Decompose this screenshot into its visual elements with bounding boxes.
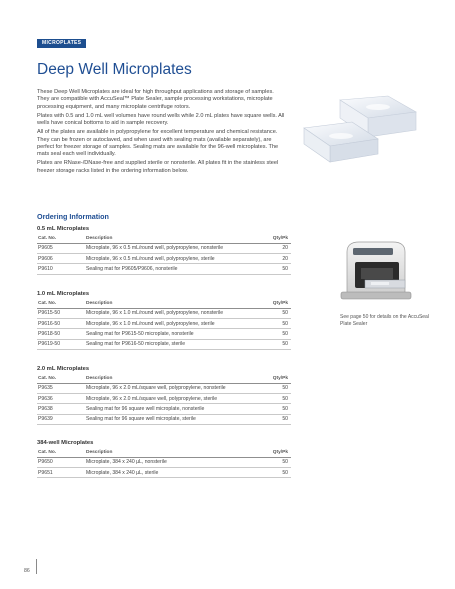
qty-cell: 20 [259, 253, 291, 263]
qty-cell: 50 [259, 383, 291, 393]
table-header-row [37, 236, 291, 243]
qty-cell: 20 [259, 243, 291, 253]
table-row [37, 383, 291, 393]
intro-paragraph: Plates with 0.5 and 1.0 mL well volumes have round wells while 2.0 mL plates have square wells. All wells have conical bottoms to aid in sample recovery. [37, 112, 285, 127]
description-cell: Sealing mat for P9616-50 microplate, sterile [85, 339, 259, 349]
cat-no-cell: P9615-50 [37, 308, 85, 318]
description-cell: Microplate, 96 x 1.0 mL/round well, polypropylene, sterile [85, 318, 259, 328]
intro-paragraph: Plates are RNase-/DNase-free and supplied sterile or nonsterile. All plates fit in the stainless steel freezer storage racks listed in the ordering information below. [37, 160, 279, 174]
qty-cell: 50 [259, 414, 291, 424]
qty-cell: 50 [259, 329, 291, 339]
description-cell: Microplate, 96 x 1.0 mL/round well, polypropylene, nonsterile [85, 308, 259, 318]
description-cell: Microplate, 96 x 2.0 mL/square well, polypropylene, nonsterile [85, 383, 259, 393]
cat-no-cell: P9618-50 [37, 329, 85, 339]
group-2-0ml-microplates [37, 366, 288, 425]
table-row [37, 414, 291, 424]
table-row [37, 404, 291, 414]
table-row [37, 467, 291, 477]
table-header-row [37, 376, 291, 383]
ordering-table [37, 376, 291, 425]
cat-no-cell: P9639 [37, 414, 85, 424]
intro-paragraph: All of the plates are available in polypropylene for excellent temperature and chemical resistance. They can be frozen or autoclaved, and when used with sealing mats (available separately), are perfect for freezer storage of samples. Sealing mats are available for the 96-well microplates. The mats seal each well individually. [37, 129, 279, 158]
table-row [37, 393, 291, 403]
qty-cell: 50 [259, 264, 291, 274]
table-row [37, 339, 291, 349]
section-badge: MICROPLATES [37, 39, 86, 48]
qty-cell: 50 [259, 467, 291, 477]
cat-no-cell: P9651 [37, 467, 85, 477]
intro-paragraph: These Deep Well Microplates are ideal for high throughput applications and storage of samples. They are compatible with AccuSeal™ Plate Sealer, sample processing workstations, microplate processing equipment, and many microplate centrifuge rotors. [37, 89, 274, 110]
description-cell: Microplate, 384 x 240 µL, sterile [85, 467, 259, 477]
qty-cell: 50 [259, 457, 291, 467]
table-row [37, 457, 291, 467]
ordering-table [37, 301, 291, 350]
plate-sealer-photo [331, 240, 419, 308]
group-title: 0.5 mL Microplates [37, 226, 90, 232]
header-description: Description [85, 236, 259, 243]
table-header-row [37, 301, 291, 308]
group-title: 384-well Microplates [37, 440, 94, 446]
description-cell: Microplate, 384 x 240 µL, nonsterile [85, 457, 259, 467]
header-qty-pk: Qty/Pk [259, 236, 291, 243]
header-description: Description [85, 376, 259, 383]
cat-no-cell: P9635 [37, 383, 85, 393]
ordering-information-title: Ordering Information [37, 212, 109, 221]
group-title: 1.0 mL Microplates [37, 291, 90, 297]
qty-cell: 50 [259, 308, 291, 318]
cat-no-cell: P9636 [37, 393, 85, 403]
description-cell: Microplate, 96 x 0.5 mL/round well, polypropylene, sterile [85, 253, 259, 263]
header-qty-pk: Qty/Pk [259, 376, 291, 383]
table-row [37, 329, 291, 339]
ordering-table [37, 236, 291, 275]
table-header-row [37, 450, 291, 457]
qty-cell: 50 [259, 393, 291, 403]
intro-text [37, 89, 285, 177]
microplates-photo [296, 92, 421, 170]
group-1-0ml-microplates [37, 291, 288, 350]
qty-cell: 50 [259, 404, 291, 414]
description-cell: Microplate, 96 x 2.0 mL/square well, polypropylene, sterile [85, 393, 259, 403]
table-row [37, 243, 291, 253]
qty-cell: 50 [259, 318, 291, 328]
cat-no-cell: P9610 [37, 264, 85, 274]
cat-no-cell: P9619-50 [37, 339, 85, 349]
table-row [37, 308, 291, 318]
header-cat-no: Cat. No. [37, 450, 85, 457]
description-cell: Microplate, 96 x 0.5 mL/round well, polypropylene, nonsterile [85, 243, 259, 253]
cat-no-cell: P9650 [37, 457, 85, 467]
description-cell: Sealing mat for 96 square well microplate, sterile [85, 414, 259, 424]
group-title: 2.0 mL Microplates [37, 366, 90, 372]
description-cell: Sealing mat for P9615-50 microplate, nonsterile [85, 329, 259, 339]
header-description: Description [85, 450, 259, 457]
cat-no-cell: P9638 [37, 404, 85, 414]
header-description: Description [85, 301, 259, 308]
sealer-caption: See page 50 for details on the AccuSeal Plate Sealer [340, 314, 429, 327]
header-qty-pk: Qty/Pk [259, 450, 291, 457]
qty-cell: 50 [259, 339, 291, 349]
page-footer-rule [36, 559, 37, 574]
description-cell: Sealing mat for P9605/P9606, nonsterile [85, 264, 259, 274]
page-number: 86 [24, 568, 30, 574]
header-cat-no: Cat. No. [37, 376, 85, 383]
group-0-5ml-microplates [37, 226, 288, 275]
table-row [37, 264, 291, 274]
description-cell: Sealing mat for 96 square well microplate, nonsterile [85, 404, 259, 414]
group-384-well-microplates [37, 440, 288, 478]
header-cat-no: Cat. No. [37, 301, 85, 308]
cat-no-cell: P9616-50 [37, 318, 85, 328]
page-title: Deep Well Microplates [37, 61, 192, 78]
table-row [37, 253, 291, 263]
cat-no-cell: P9606 [37, 253, 85, 263]
header-qty-pk: Qty/Pk [259, 301, 291, 308]
ordering-table [37, 450, 291, 478]
header-cat-no: Cat. No. [37, 236, 85, 243]
table-row [37, 318, 291, 328]
cat-no-cell: P9605 [37, 243, 85, 253]
